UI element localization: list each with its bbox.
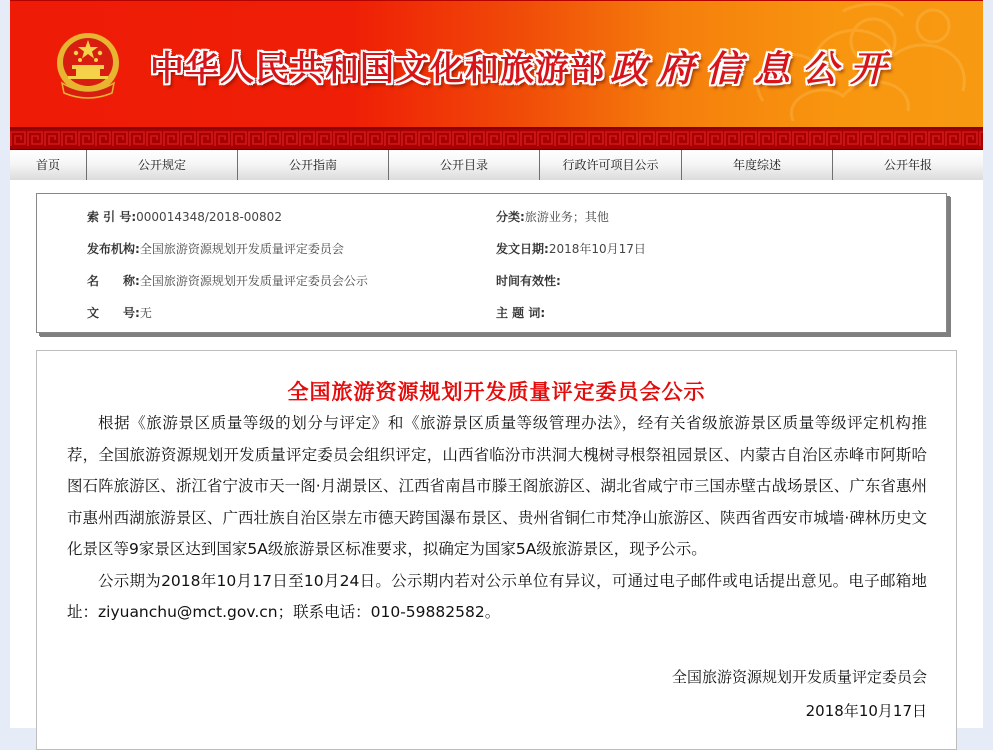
meta-value: 全国旅游资源规划开发质量评定委员会公示 bbox=[139, 274, 368, 288]
meta-name bbox=[87, 272, 368, 289]
meta-publisher bbox=[87, 240, 344, 257]
document-metadata-box bbox=[36, 193, 947, 333]
article-body-box bbox=[36, 350, 957, 750]
article-title: 全国旅游资源规划开发质量评定委员会公示 bbox=[287, 380, 706, 404]
greek-key-border bbox=[10, 127, 983, 150]
article-paragraph: 公示期为2018年10月17日至10月24日。公示期内若对公示单位有异议，可通过电子邮件或电话提出意见。电子邮箱地址：ziyuanchu@mct.gov.cn；联系电话：010-59882582。 bbox=[67, 571, 927, 621]
site-banner bbox=[10, 0, 983, 128]
fret-pattern-decoration bbox=[10, 129, 983, 149]
site-title: 中华人民共和国文化和旅游部 bbox=[150, 49, 605, 89]
meta-value: 2018年10月17日 bbox=[548, 242, 646, 256]
page-container bbox=[10, 0, 983, 728]
meta-index-no bbox=[87, 208, 282, 225]
meta-validity bbox=[496, 272, 561, 289]
meta-value: 全国旅游资源规划开发质量评定委员会 bbox=[139, 242, 344, 256]
nav-disclosure-rules[interactable]: 公开规定 bbox=[87, 150, 238, 180]
article-text bbox=[67, 408, 927, 629]
nav-disclosure-catalog[interactable]: 公开目录 bbox=[389, 150, 540, 180]
meta-value: 000014348/2018-00802 bbox=[136, 210, 282, 224]
nav-annual-report[interactable]: 公开年报 bbox=[883, 158, 932, 172]
meta-value: 旅游业务；其他 bbox=[524, 210, 609, 224]
site-subtitle: 政府信息公开 bbox=[610, 48, 899, 90]
meta-category bbox=[496, 208, 609, 225]
meta-value: 无 bbox=[139, 306, 152, 320]
meta-label: 主 题 词: bbox=[496, 306, 546, 320]
meta-label: 文 号: bbox=[87, 306, 140, 320]
article-signature: 全国旅游资源规划开发质量评定委员会 bbox=[671, 668, 927, 686]
article-date: 2018年10月17日 bbox=[805, 702, 927, 720]
meta-label: 名 称: bbox=[87, 274, 140, 288]
nav-disclosure-guide[interactable]: 公开指南 bbox=[238, 150, 389, 180]
meta-keywords bbox=[496, 304, 545, 321]
meta-label: 发布机构: bbox=[87, 242, 140, 256]
article-paragraph: 根据《旅游景区质量等级的划分与评定》和《旅游景区质量等级管理办法》，经有关省级旅游景区质量等级评定机构推荐，全国旅游资源规划开发质量评定委员会组织评定，山西省临汾市洪洞大槐树寻根祭祖园景区、内蒙古自治区赤峰市阿斯哈图石阵旅游区、浙江省宁波市天一阁·月湖景区、江西省南昌市滕王阁旅游区、湖北省咸宁市三国赤壁古战场景区、广东省惠州市惠州西湖旅游景区、广西壮族自治区崇左市德天跨国瀑布景区、贵州省铜仁市梵净山旅游区、陕西省西安市城墙·碑林历史文化景区等9家景区达到国家5A级旅游景区标准要求，拟确定为国家5A级旅游景区，现予公示。 bbox=[67, 414, 927, 558]
meta-issue-date bbox=[496, 240, 646, 257]
main-nav bbox=[10, 150, 983, 180]
meta-label: 时间有效性: bbox=[496, 274, 561, 288]
nav-admin-permits[interactable]: 行政许可项目公示 bbox=[540, 150, 682, 180]
meta-doc-no bbox=[87, 304, 152, 321]
nav-home[interactable]: 首页 bbox=[10, 150, 87, 180]
meta-label: 索 引 号: bbox=[87, 210, 137, 224]
meta-label: 分类: bbox=[496, 210, 525, 224]
meta-label: 发文日期: bbox=[496, 242, 549, 256]
nav-annual-summary[interactable]: 年度综述 bbox=[682, 150, 833, 180]
national-emblem-icon bbox=[54, 31, 122, 101]
